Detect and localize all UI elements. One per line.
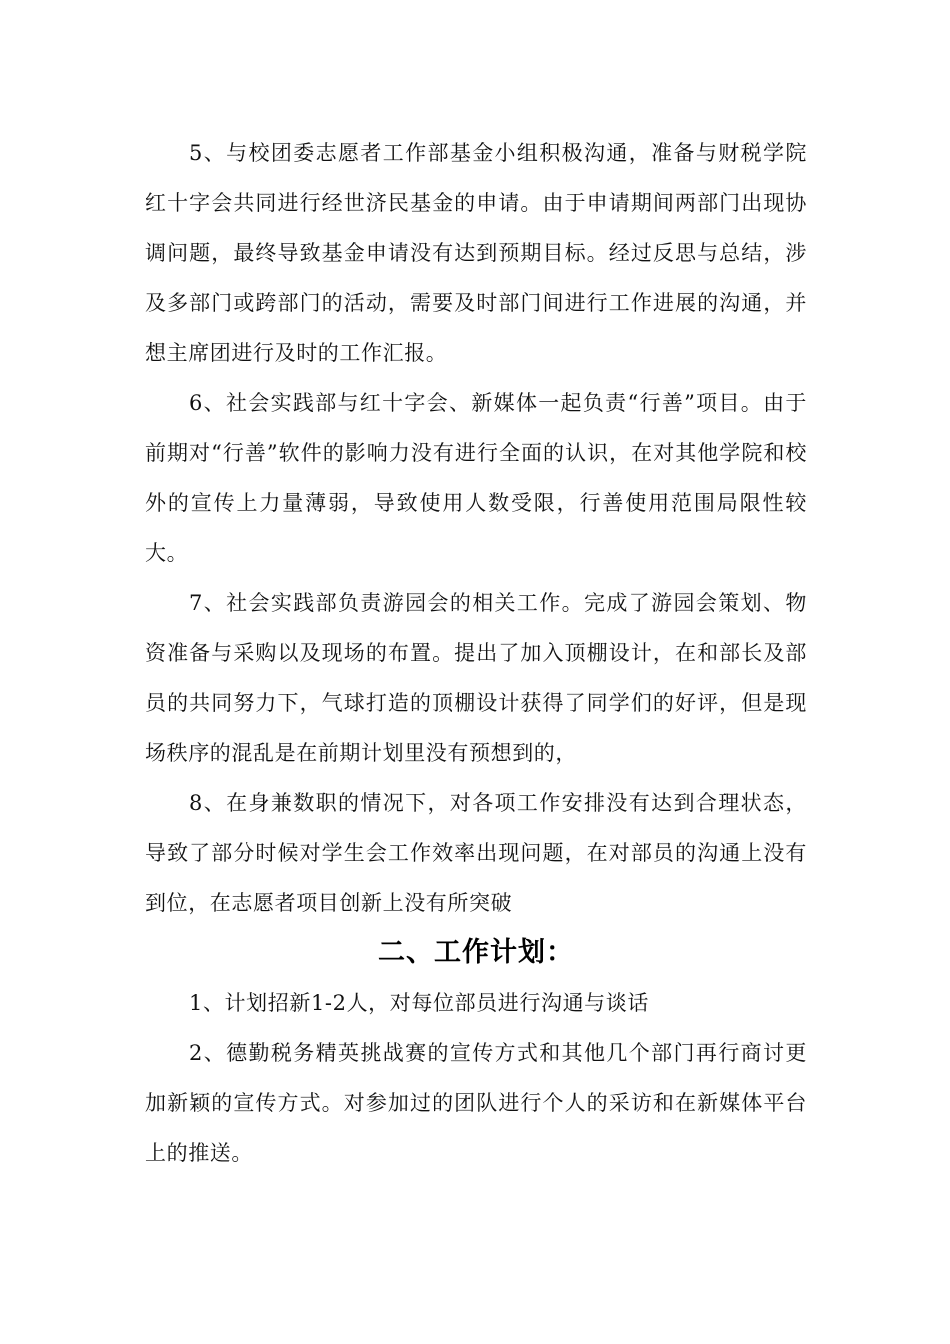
- paragraph-item-7: 7、社会实践部负责游园会的相关工作。完成了游园会策划、物资准备与采购以及现场的布置。提出了加入顶棚设计，在和部长及部员的共同努力下，气球打造的顶棚设计获得了同学们的好评，但是现场秩序的混乱是在前期计划里没有预想到的，: [145, 591, 807, 765]
- section-heading-work-plan: 二、工作计划：: [378, 937, 574, 968]
- paragraph-item-8: 8、在身兼数职的情况下，对各项工作安排没有达到合理状态，导致了部分时候对学生会工作效率出现问题，在对部员的沟通上没有到位，在志愿者项目创新上没有所突破: [145, 791, 807, 915]
- plan-item-2: 2、德勤税务精英挑战赛的宣传方式和其他几个部门再行商讨更加新颖的宣传方式。对参加过的团队进行个人的采访和在新媒体平台上的推送。: [145, 1041, 807, 1165]
- plan-item-1: 1、计划招新1-2人，对每位部员进行沟通与谈话: [189, 991, 649, 1015]
- document-body: [145, 128, 807, 1178]
- paragraph-item-6: 6、社会实践部与红十字会、新媒体一起负责“行善”项目。由于前期对“行善”软件的影响力没有进行全面的认识，在对其他学院和校外的宣传上力量薄弱，导致使用人数受限，行善使用范围局限性较大。: [145, 391, 807, 565]
- paragraph-item-5: 5、与校团委志愿者工作部基金小组积极沟通，准备与财税学院红十字会共同进行经世济民基金的申请。由于申请期间两部门出现协调问题，最终导致基金申请没有达到预期目标。经过反思与总结，涉及多部门或跨部门的活动，需要及时部门间进行工作进展的沟通，并想主席团进行及时的工作汇报。: [145, 141, 807, 365]
